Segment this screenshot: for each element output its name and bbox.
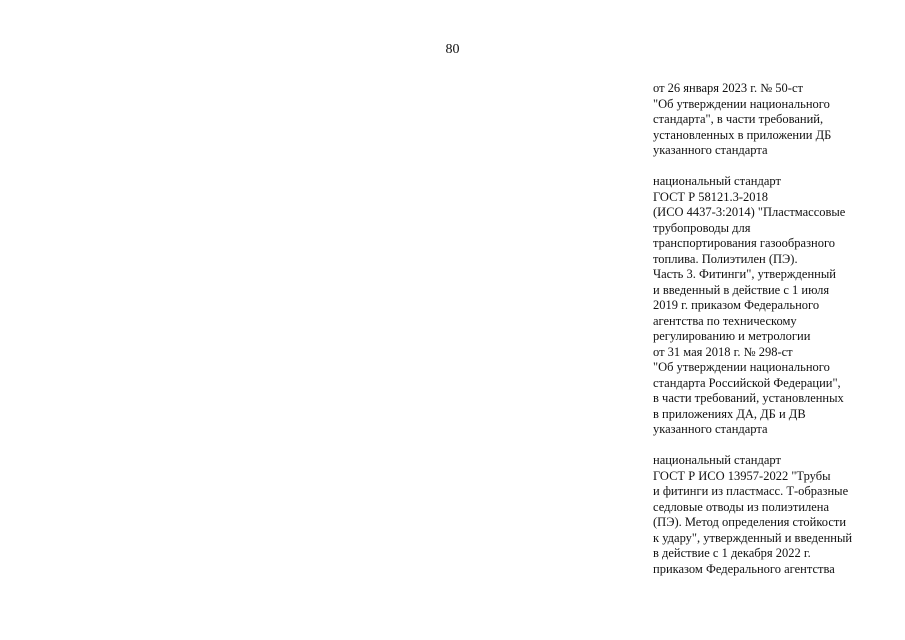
text-line: стандарта Российской Федерации",	[653, 375, 841, 390]
text-line: регулированию и метрологии	[653, 329, 811, 343]
text-line: топлива. Полиэтилен (ПЭ).	[653, 251, 798, 266]
text-line: Часть 3. Фитинги", утвержденный	[653, 267, 836, 281]
text-line: (ПЭ). Метод определения стойкости	[653, 515, 847, 529]
text-line: стандарта", в части требований,	[653, 112, 824, 126]
text-line: "Об утверждении национального	[653, 360, 830, 374]
text-line: от 31 мая 2018 г. № 298-ст	[653, 344, 793, 359]
text-line: агентства по техническому	[653, 313, 797, 328]
text-line: от 26 января 2023 г. № 50-ст	[653, 81, 803, 95]
text-line: к удару", утвержденный и введенный	[653, 530, 853, 545]
text-line: национальный стандарт	[653, 453, 781, 467]
text-line: ГОСТ Р 58121.3-2018	[653, 189, 769, 204]
text-line: указанного стандарта	[653, 422, 768, 436]
text-line: трубопроводы для	[653, 220, 751, 235]
text-line: седловые отводы из полиэтилена	[653, 499, 830, 514]
paragraph-block	[653, 453, 893, 577]
text-line: приказом Федерального агентства	[653, 561, 835, 576]
text-line: в части требований, установленных	[653, 391, 844, 405]
text-line: национальный стандарт	[653, 174, 781, 188]
text-line: и введенный в действие с 1 июля	[653, 282, 830, 297]
text-line: ГОСТ Р ИСО 13957-2022 "Трубы	[653, 468, 831, 483]
text-column	[653, 81, 893, 577]
text-line: транспортирования газообразного	[653, 236, 836, 250]
paragraph-block	[653, 81, 893, 159]
paragraph-block	[653, 174, 893, 438]
text-line: (ИСО 4437-3:2014) "Пластмассовые	[653, 205, 846, 219]
text-line: в действие с 1 декабря 2022 г.	[653, 546, 811, 560]
page-number: 80	[445, 42, 460, 57]
text-line: установленных в приложении ДБ	[653, 127, 832, 142]
text-line: в приложениях ДА, ДБ и ДВ	[653, 406, 806, 421]
text-line: указанного стандарта	[653, 143, 768, 157]
text-line: и фитинги из пластмасс. Т-образные	[653, 484, 849, 498]
text-line: 2019 г. приказом Федерального	[653, 298, 820, 312]
text-line: "Об утверждении национального	[653, 96, 830, 111]
